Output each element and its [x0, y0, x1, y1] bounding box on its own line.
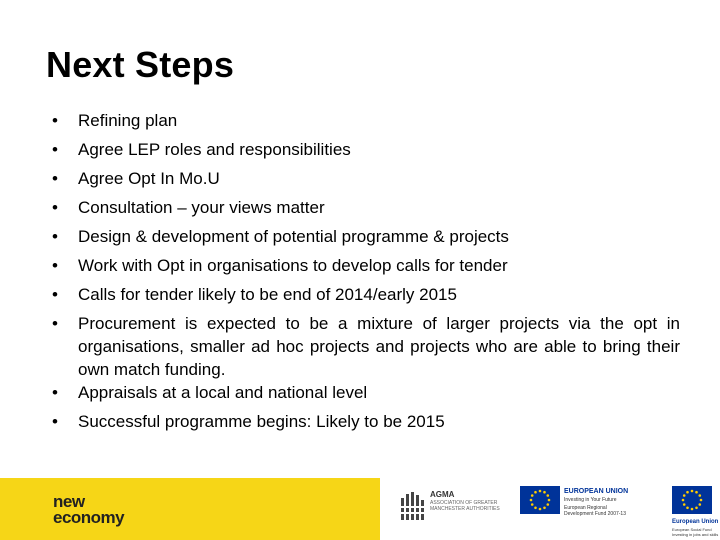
- eu-erdf-heading: EUROPEAN UNION: [564, 488, 629, 495]
- bullet-text: Successful programme begins: Likely to be 2015: [78, 412, 445, 431]
- bullet-marker: •: [52, 383, 58, 402]
- new-economy-logo-line1: new: [53, 492, 85, 511]
- bullet-marker: •: [52, 169, 58, 188]
- bullet-item: [52, 222, 680, 251]
- eu-esf-line2: Investing in jobs and skills: [672, 532, 719, 537]
- bullet-marker: •: [52, 227, 58, 246]
- bullet-marker: •: [52, 256, 58, 275]
- bullet-item: [52, 106, 680, 135]
- agma-mark-icon: [400, 492, 426, 522]
- bullet-item: [52, 378, 680, 407]
- eu-flag-icon: [520, 486, 560, 514]
- bullet-marker: •: [52, 198, 58, 217]
- bullet-text: Procurement is expected to be a mixture of larger projects via the opt in organisations, smaller ad hoc projects and projects who are able to bring their own match funding.: [78, 314, 680, 379]
- bullet-text: Appraisals at a local and national level: [78, 383, 368, 402]
- bullet-text: Agree Opt In Mo.U: [78, 169, 220, 188]
- bullet-item: [52, 309, 680, 384]
- eu-erdf-line1: Investing in Your Future: [564, 497, 617, 503]
- agma-logo: [400, 486, 500, 530]
- bullet-item: [52, 251, 680, 280]
- bullet-text: Consultation – your views matter: [78, 198, 325, 217]
- bullet-item: [52, 193, 680, 222]
- bullet-text: Calls for tender likely to be end of 2014/early 2015: [78, 285, 457, 304]
- bullet-marker: •: [52, 285, 58, 304]
- bullet-text: Design & development of potential programme & projects: [78, 227, 509, 246]
- bullet-marker: •: [52, 314, 58, 333]
- bullet-marker: •: [52, 140, 58, 159]
- bullet-item: [52, 280, 680, 309]
- new-economy-logo-line2: economy: [53, 508, 125, 527]
- bullet-item: [52, 407, 680, 436]
- new-economy-logo: [53, 494, 124, 526]
- bullet-text: Agree LEP roles and responsibilities: [78, 140, 351, 159]
- eu-esf-line1: European Social Fund: [672, 527, 712, 532]
- bullet-item: [52, 164, 680, 193]
- eu-esf-heading: European Union: [672, 519, 719, 525]
- bullet-text: Work with Opt in organisations to develop calls for tender: [78, 256, 508, 275]
- bullet-marker: •: [52, 111, 58, 130]
- bullet-text: Refining plan: [78, 111, 178, 130]
- bullet-marker: •: [52, 412, 58, 431]
- bullet-item: [52, 135, 680, 164]
- agma-title: AGMA: [430, 490, 455, 499]
- agma-subtitle: ASSOCIATION OF GREATER MANCHESTER AUTHORITIES: [430, 500, 500, 512]
- eu-erdf-line2: European Regional: [564, 505, 607, 511]
- eu-erdf-line3: Development Fund 2007-13: [564, 511, 626, 517]
- footer-logo-bar: [0, 478, 720, 540]
- eu-flag-icon: [672, 486, 712, 514]
- bullet-list: [52, 106, 680, 436]
- slide-title: Next Steps: [46, 44, 235, 85]
